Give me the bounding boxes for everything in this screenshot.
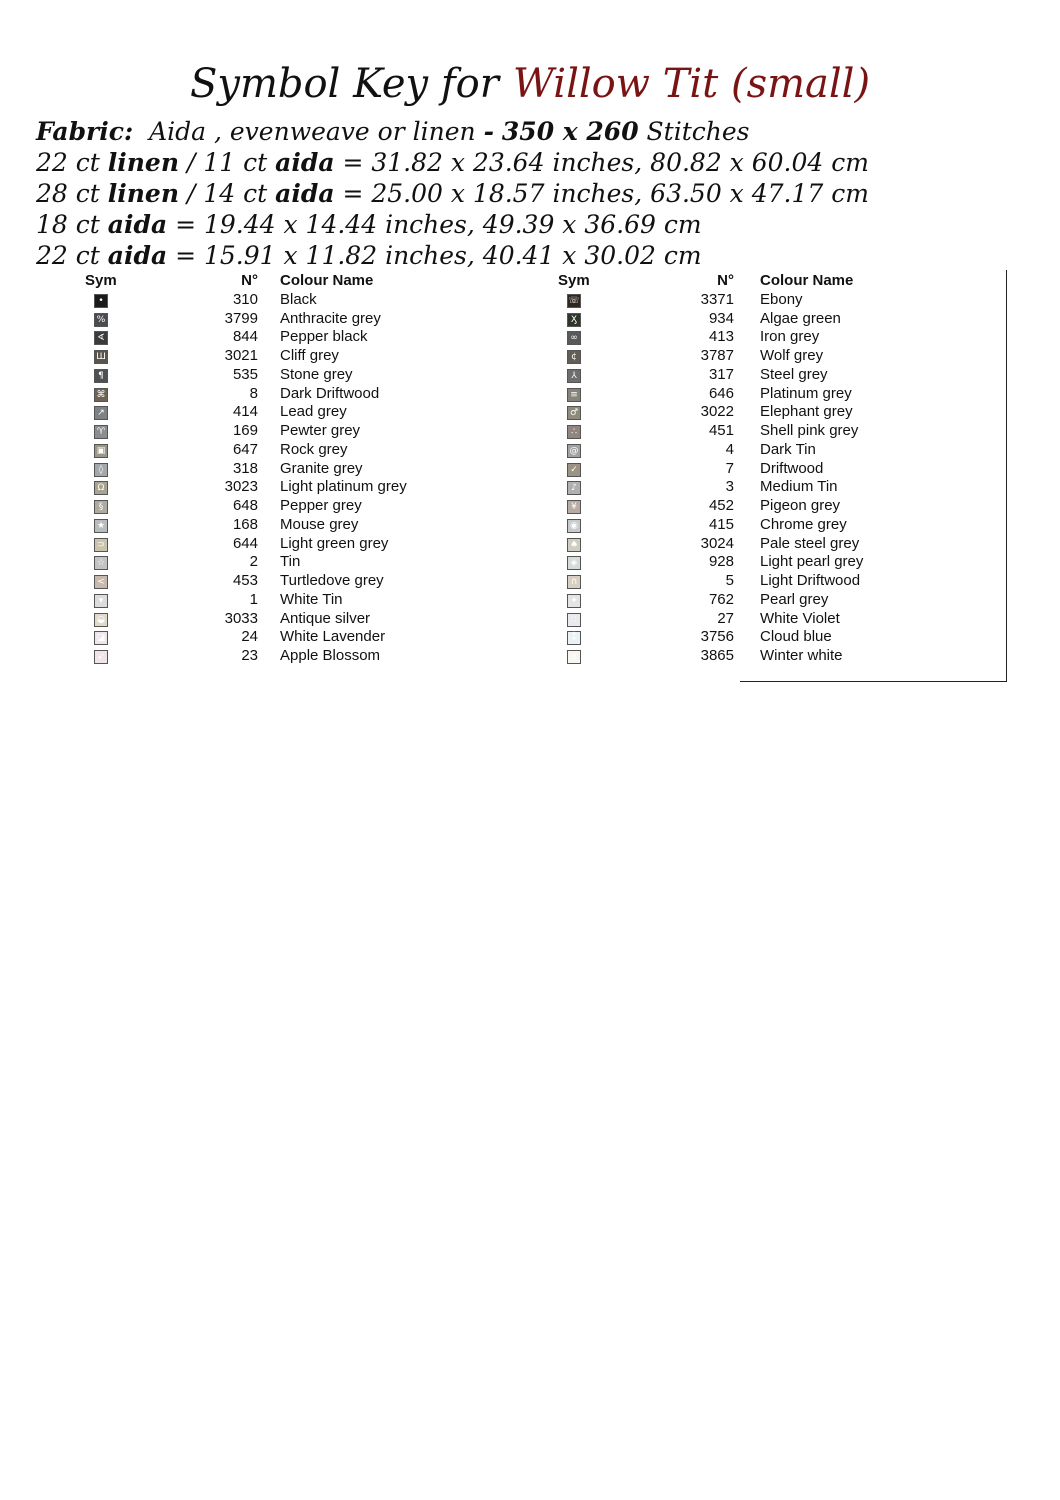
symbol-swatch: ◊ bbox=[94, 463, 108, 477]
key-row bbox=[0, 422, 1060, 441]
symbol-swatch: ◪ bbox=[94, 631, 108, 645]
key-row bbox=[0, 610, 1060, 629]
symbol-swatch: ♈ bbox=[94, 425, 108, 439]
colour-name: Lead grey bbox=[280, 403, 347, 421]
dmc-number: 3799 bbox=[224, 309, 258, 327]
size-fabric: aida bbox=[107, 241, 168, 270]
colour-name: Anthracite grey bbox=[280, 309, 381, 327]
key-row bbox=[0, 628, 1060, 647]
symbol-swatch: ◉ bbox=[567, 519, 581, 533]
key-row bbox=[0, 291, 1060, 310]
colour-name: Light Driftwood bbox=[760, 572, 861, 589]
colour-name: Mouse grey bbox=[280, 515, 359, 533]
colour-name: Stone grey bbox=[280, 365, 353, 383]
colour-name: Pewter grey bbox=[280, 422, 361, 439]
table-border-right bbox=[1006, 270, 1007, 682]
dmc-number: 3022 bbox=[700, 403, 734, 421]
dmc-number: 3371 bbox=[700, 290, 734, 308]
dmc-number: 647 bbox=[232, 440, 258, 458]
symbol-swatch: § bbox=[94, 500, 108, 514]
colour-name: Ebony bbox=[760, 290, 803, 308]
symbol-swatch: x bbox=[567, 650, 581, 664]
dmc-number: 644 bbox=[232, 534, 258, 552]
header-number: N° bbox=[717, 272, 734, 289]
colour-name: Shell pink grey bbox=[760, 422, 859, 439]
symbol-swatch: ≡ bbox=[567, 388, 581, 402]
symbol-swatch: ∩ bbox=[567, 575, 581, 589]
size-line bbox=[36, 240, 869, 271]
symbol-swatch: ¶ bbox=[94, 369, 108, 383]
key-header-row bbox=[0, 272, 1060, 291]
colour-name: Pigeon grey bbox=[760, 497, 841, 514]
dmc-number: 453 bbox=[232, 572, 258, 589]
colour-name: Pearl grey bbox=[760, 590, 829, 608]
symbol-swatch: ▾ bbox=[94, 594, 108, 608]
size-count: 28 ct bbox=[36, 179, 100, 208]
colour-name: Light platinum grey bbox=[280, 478, 407, 496]
size-dimensions: = 31.82 x 23.64 inches, 80.82 x 60.04 cm bbox=[342, 148, 869, 177]
symbol-swatch: ☆ bbox=[94, 556, 108, 570]
colour-name: Pepper black bbox=[280, 328, 368, 346]
key-row bbox=[0, 535, 1060, 554]
header-number: N° bbox=[241, 272, 258, 289]
size-fabric: aida bbox=[275, 179, 335, 208]
colour-name: Algae green bbox=[760, 309, 841, 327]
size-separator: / bbox=[186, 179, 196, 208]
size-line bbox=[36, 209, 869, 240]
dmc-number: 4 bbox=[725, 440, 734, 458]
key-row bbox=[0, 403, 1060, 422]
key-row bbox=[0, 516, 1060, 535]
colour-name: Dark Driftwood bbox=[280, 384, 380, 402]
dmc-number: 318 bbox=[232, 459, 258, 477]
key-row bbox=[0, 310, 1060, 329]
dmc-number: 3023 bbox=[224, 478, 258, 496]
dmc-number: 5 bbox=[725, 572, 734, 589]
dmc-number: 317 bbox=[708, 365, 734, 383]
colour-name: Dark Tin bbox=[760, 440, 816, 458]
colour-name: Granite grey bbox=[280, 459, 363, 477]
size-count: 11 ct bbox=[203, 148, 268, 177]
dmc-number: 24 bbox=[241, 628, 258, 646]
size-count: 22 ct bbox=[36, 148, 100, 177]
dmc-number: 928 bbox=[708, 553, 734, 571]
key-row bbox=[0, 572, 1060, 591]
header-sym: Sym bbox=[558, 272, 590, 289]
dmc-number: 648 bbox=[232, 497, 258, 514]
symbol-swatch: ♠ bbox=[567, 538, 581, 552]
stitch-count: 350 x 260 bbox=[501, 117, 639, 146]
header-sym: Sym bbox=[85, 272, 117, 289]
key-row bbox=[0, 478, 1060, 497]
key-row bbox=[0, 553, 1060, 572]
dmc-number: 3021 bbox=[224, 347, 258, 364]
symbol-swatch: ★ bbox=[94, 519, 108, 533]
symbol-key-right bbox=[0, 272, 1060, 666]
size-count: 18 ct bbox=[36, 210, 100, 239]
dmc-number: 310 bbox=[232, 290, 258, 308]
symbol-swatch: ⁑ bbox=[567, 631, 581, 645]
dmc-number: 3033 bbox=[224, 609, 258, 627]
size-fabric: linen bbox=[107, 148, 180, 177]
colour-name: Medium Tin bbox=[760, 478, 838, 496]
dmc-number: 27 bbox=[717, 609, 734, 627]
symbol-swatch: Ω bbox=[94, 481, 108, 495]
colour-name: White Tin bbox=[280, 590, 343, 608]
dmc-number: 413 bbox=[708, 328, 734, 346]
symbol-swatch: ♪ bbox=[567, 481, 581, 495]
title-prefix: Symbol Key for bbox=[189, 61, 499, 107]
dmc-number: 1 bbox=[249, 590, 258, 608]
symbol-swatch: ✦ bbox=[567, 594, 581, 608]
size-dimensions: = 15.91 x 11.82 inches, 40.41 x 30.02 cm bbox=[175, 241, 702, 270]
colour-name: Pale steel grey bbox=[760, 534, 860, 552]
dmc-number: 844 bbox=[232, 328, 258, 346]
symbol-swatch: % bbox=[94, 313, 108, 327]
dmc-number: 3865 bbox=[700, 647, 734, 664]
fabric-options: Aida , evenweave or linen bbox=[149, 117, 476, 146]
header-colour-name: Colour Name bbox=[280, 272, 374, 289]
colour-name: Iron grey bbox=[760, 328, 820, 346]
colour-name: Platinum grey bbox=[760, 384, 852, 402]
size-fabric: aida bbox=[275, 148, 335, 177]
symbol-swatch: ∞ bbox=[567, 331, 581, 345]
dmc-number: 3 bbox=[725, 478, 734, 496]
symbol-swatch: ⅄ bbox=[567, 369, 581, 383]
size-count: 14 ct bbox=[203, 179, 268, 208]
key-row bbox=[0, 347, 1060, 366]
symbol-swatch: @ bbox=[567, 444, 581, 458]
dmc-number: 762 bbox=[708, 590, 734, 608]
colour-name: Black bbox=[280, 290, 317, 308]
size-separator: / bbox=[186, 148, 196, 177]
dmc-number: 169 bbox=[232, 422, 258, 439]
stitch-unit: Stitches bbox=[646, 117, 750, 146]
symbol-swatch: Ӽ bbox=[567, 313, 581, 327]
colour-name: Tin bbox=[280, 553, 301, 571]
header-colour-name: Colour Name bbox=[760, 272, 854, 289]
pattern-name: Willow Tit (small) bbox=[512, 61, 871, 107]
size-count: 22 ct bbox=[36, 241, 100, 270]
symbol-swatch: ⊃ bbox=[94, 538, 108, 552]
colour-name: Cliff grey bbox=[280, 347, 339, 364]
colour-name: Light pearl grey bbox=[760, 553, 864, 571]
symbol-swatch: ◒ bbox=[94, 613, 108, 627]
symbol-swatch: ¥ bbox=[567, 500, 581, 514]
colour-name: Wolf grey bbox=[760, 347, 824, 364]
symbol-swatch: < bbox=[94, 575, 108, 589]
key-row bbox=[0, 441, 1060, 460]
symbol-swatch: ☏ bbox=[568, 295, 580, 306]
dmc-number: 535 bbox=[232, 365, 258, 383]
symbol-swatch: • bbox=[94, 294, 108, 308]
fabric-label: Fabric: bbox=[36, 117, 134, 146]
size-dimensions: = 25.00 x 18.57 inches, 63.50 x 47.17 cm bbox=[342, 179, 869, 208]
dmc-number: 3756 bbox=[700, 628, 734, 646]
colour-name: White Violet bbox=[760, 609, 840, 627]
key-row bbox=[0, 460, 1060, 479]
symbol-swatch: ∷ bbox=[567, 613, 581, 627]
size-line bbox=[36, 147, 869, 178]
colour-name: Cloud blue bbox=[760, 628, 832, 646]
dmc-number: 646 bbox=[708, 384, 734, 402]
colour-name: Rock grey bbox=[280, 440, 348, 458]
symbol-swatch: ▣ bbox=[94, 444, 108, 458]
symbol-swatch: ◈ bbox=[567, 556, 581, 570]
colour-name: Antique silver bbox=[280, 609, 371, 627]
dmc-number: 415 bbox=[708, 515, 734, 533]
colour-name: Chrome grey bbox=[760, 515, 847, 533]
dmc-number: 3024 bbox=[700, 534, 734, 552]
symbol-swatch: ✓ bbox=[567, 463, 581, 477]
dmc-number: 451 bbox=[708, 422, 734, 439]
fabric-dash: - bbox=[483, 117, 494, 146]
colour-name: Apple Blossom bbox=[280, 647, 381, 664]
colour-name: White Lavender bbox=[280, 628, 386, 646]
colour-name: Winter white bbox=[760, 647, 843, 664]
key-row bbox=[0, 647, 1060, 666]
page-title bbox=[0, 56, 1060, 112]
symbol-swatch: ♂ bbox=[567, 406, 581, 420]
symbol-swatch: ⌘ bbox=[94, 388, 108, 402]
key-row bbox=[0, 497, 1060, 516]
dmc-number: 7 bbox=[725, 459, 734, 477]
size-dimensions: = 19.44 x 14.44 inches, 49.39 x 36.69 cm bbox=[175, 210, 702, 239]
key-row bbox=[0, 328, 1060, 347]
colour-name: Turtledove grey bbox=[280, 572, 384, 589]
dmc-number: 414 bbox=[232, 403, 258, 421]
dmc-number: 452 bbox=[708, 497, 734, 514]
size-fabric: linen bbox=[107, 179, 180, 208]
key-row bbox=[0, 366, 1060, 385]
colour-name: Driftwood bbox=[760, 459, 824, 477]
symbol-swatch: ¢ bbox=[567, 350, 581, 364]
table-border-bottom bbox=[740, 681, 1007, 682]
symbol-swatch: ➶ bbox=[94, 650, 108, 664]
colour-name: Light green grey bbox=[280, 534, 389, 552]
colour-name: Elephant grey bbox=[760, 403, 853, 421]
colour-name: Steel grey bbox=[760, 365, 828, 383]
dmc-number: 168 bbox=[232, 515, 258, 533]
symbol-swatch: Ш bbox=[94, 350, 108, 364]
dmc-number: 2 bbox=[249, 553, 258, 571]
fabric-info bbox=[36, 116, 869, 271]
colour-name: Pepper grey bbox=[280, 497, 362, 514]
symbol-swatch: ↗ bbox=[94, 406, 108, 420]
dmc-number: 934 bbox=[708, 309, 734, 327]
size-line bbox=[36, 178, 869, 209]
fabric-line bbox=[36, 116, 869, 147]
symbol-swatch: ∢ bbox=[94, 331, 108, 345]
dmc-number: 23 bbox=[241, 647, 258, 664]
size-fabric: aida bbox=[107, 210, 168, 239]
key-row bbox=[0, 385, 1060, 404]
key-row bbox=[0, 591, 1060, 610]
symbol-swatch: ∴ bbox=[567, 425, 581, 439]
dmc-number: 8 bbox=[249, 384, 258, 402]
dmc-number: 3787 bbox=[700, 347, 734, 364]
